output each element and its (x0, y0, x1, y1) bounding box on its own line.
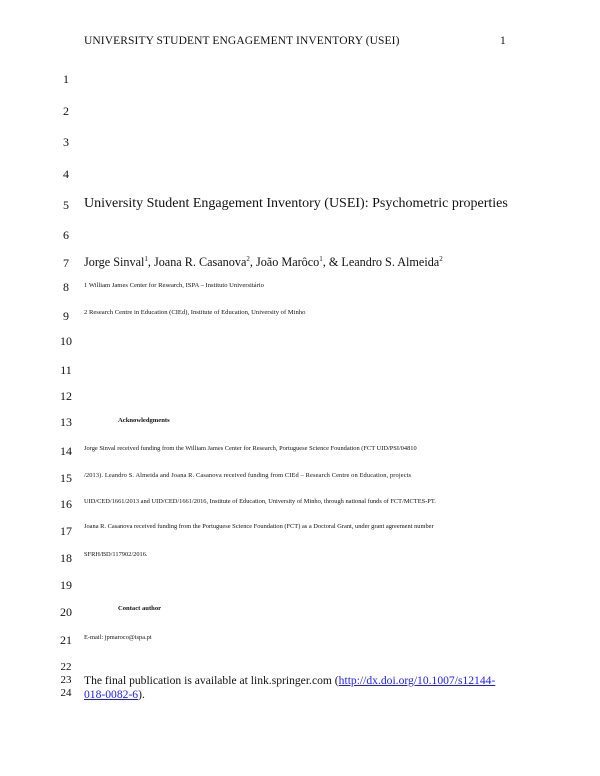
acknowledgments-line: SFRH/BD/117902/2016. (84, 551, 148, 558)
line-number: 3 (63, 135, 69, 149)
author-affiliation-mark: 2 (439, 255, 443, 263)
line-number: 16 (60, 497, 72, 511)
line-number: 23 (60, 674, 72, 686)
line-number: 7 (63, 256, 69, 270)
acknowledgments-line: Jorge Sinval received funding from the William James Center for Research, Portuguese Science Foundation (FCT UID/PSI/04810 (84, 445, 417, 452)
page-number: 1 (500, 35, 506, 47)
line-number: 6 (63, 228, 69, 242)
line-number: 17 (60, 524, 72, 538)
doi-link-continued[interactable]: 018-0082-6 (84, 688, 139, 701)
author-list (84, 255, 443, 270)
acknowledgments-line: Joana R. Casanova received funding from the Portuguese Science Foundation (FCT) as a Doctoral Grant, under grant agreement number (84, 523, 434, 530)
line-number: 10 (60, 334, 72, 348)
line-number: 4 (63, 167, 69, 181)
author-name: Leandro S. Almeida (341, 255, 440, 269)
contact-heading: Contact author (118, 605, 162, 612)
doi-link[interactable]: http://dx.doi.org/10.1007/s12144- (338, 674, 496, 687)
line-number: 13 (60, 415, 72, 429)
line-number: 8 (63, 280, 69, 294)
line-number: 20 (60, 605, 72, 619)
acknowledgments-line: /2013). Leandro S. Almeida and Joana R. Casanova received funding from CIEd – Research Centre on Education, projects (84, 472, 412, 479)
line-number: 14 (60, 444, 72, 458)
line-number: 11 (60, 363, 72, 377)
final-publication-prefix: The final publication is available at link.springer.com ( (84, 674, 339, 687)
affiliation: 1 William James Center for Research, ISPA – Instituto Universitário (84, 282, 264, 289)
author-separator: , & (322, 255, 342, 269)
running-title: UNIVERSITY STUDENT ENGAGEMENT INVENTORY (USEI) (84, 35, 400, 47)
author-affiliation-mark: 1 (319, 255, 323, 263)
final-publication-line-1 (84, 674, 495, 687)
line-number: 12 (60, 389, 72, 403)
affiliation: 2 Research Centre in Education (CIEd), Institute of Education, University of Minho (84, 309, 306, 316)
final-publication-suffix: ). (138, 688, 145, 701)
line-number: 9 (63, 309, 69, 323)
acknowledgments-line: UID/CED/1661/2013 and UID/CED/1661/2016, Institute of Education, University of Minho, through national funds of FCT/MCTES-PT. (84, 498, 436, 505)
line-number: 15 (60, 471, 72, 485)
paper-title: University Student Engagement Inventory (USEI): Psychometric properties (84, 196, 508, 211)
line-number: 18 (60, 551, 72, 565)
author-name: Jorge Sinval (84, 255, 145, 269)
contact-email: E-mail: jpmaroco@ispa.pt (84, 634, 152, 641)
author-name: Joana R. Casanova (153, 255, 247, 269)
author-name: João Marôco (255, 255, 320, 269)
author-separator: , (147, 255, 154, 269)
author-separator: , (249, 255, 256, 269)
line-number: 22 (60, 661, 72, 673)
author-affiliation-mark: 1 (144, 255, 148, 263)
line-number: 19 (60, 578, 72, 592)
author-affiliation-mark: 2 (246, 255, 250, 263)
acknowledgments-heading: Acknowledgments (118, 417, 170, 424)
line-number: 2 (63, 104, 69, 118)
line-number: 1 (63, 72, 69, 86)
line-number: 24 (60, 687, 72, 699)
line-number: 21 (60, 633, 72, 647)
final-publication-line-2 (84, 688, 145, 701)
line-number: 5 (63, 198, 69, 212)
